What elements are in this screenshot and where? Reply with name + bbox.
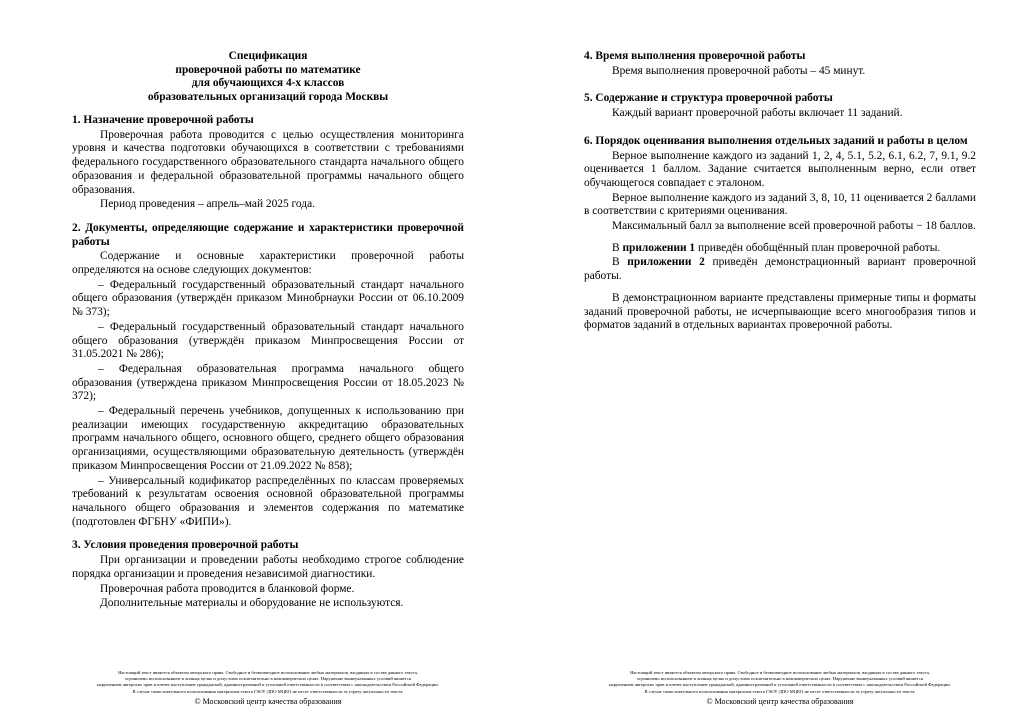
list-item: – Федеральная образовательная программа начального общего образования (утверждена приказом Минпросвещения России от 18.05.2023 № 372);: [72, 362, 464, 403]
title-line: проверочной работы по математике: [175, 63, 361, 76]
title-line: для обучающихся 4-х классов: [191, 77, 345, 90]
paragraph: Проверочная работа проводится в бланковой форме.: [100, 582, 355, 595]
section-heading: 3. Условия проведения проверочной работы: [72, 539, 299, 552]
list-item: – Федеральный государственный образовательный стандарт начального общего образования (утверждён приказом Минпросвещения России от 31.05.2021 № 286);: [72, 320, 464, 361]
copyright-line: © Московский центр качества образования: [706, 697, 854, 706]
paragraph: Дополнительные материалы и оборудование не используются.: [100, 597, 404, 610]
paragraph: Каждый вариант проверочной работы включает 11 заданий.: [612, 107, 903, 120]
section-heading: 4. Время выполнения проверочной работы: [584, 50, 806, 62]
copyright-notice: Настоящий текст является объектом авторского права. Свободное и безвозмездное использование любых материалов, входящих в состав данного текста, ограничено использованием в личных целях и допустимо исключительно в некоммерческих целях. Нарушение вышеуказанных условий является нарушением авторских прав и влечет наступление гражданской, административной и уголовной ответственности в соответствии с законодательством Российской Федерации. В случае самостоятельного использования материалов текста ГАОУ ДПО МЦКО не несет ответственности за утрату актуальности текста.: [97, 670, 439, 694]
list-item: – Федеральный перечень учебников, допущенных к использованию при реализации имеющих государственную аккредитацию образовательных программ начального общего, основного общего, среднего общего образования организациями, осуществляющими образовательную деятельность (утверждён приказом Минпросвещения России от 21.09.2022 № 858);: [72, 405, 465, 472]
title-line: Спецификация: [228, 50, 308, 62]
section-heading: 6. Порядок оценивания выполнения отдельных заданий и работы в целом: [584, 134, 968, 147]
left-page: [72, 0, 464, 724]
paragraph: Проверочная работа проводится с целью осуществления мониторинга уровня и качества подготовки обучающихся в соответствии с требованиями федерального государственного образовательного стандарта начального общего образования и федеральной образовательной программы начального общего образования.: [72, 128, 464, 196]
paragraph: Содержание и основные характеристики проверочной работы определяются на основе следующих документов:: [72, 250, 464, 277]
section-time: [584, 50, 976, 78]
section-documents: [72, 222, 464, 529]
section-purpose: [72, 114, 464, 212]
section-conditions: [72, 539, 464, 611]
paragraph: При организации и проведении работы необходимо строгое соблюдение порядка организации и проведения независимой диагностики.: [72, 554, 464, 580]
paragraph-appendix-1: В приложении 1 приведён обобщённый план проверочной работы.: [612, 241, 941, 254]
list-item: – Универсальный кодификатор распределённых по классам проверяемых требований к результатам освоения основной образовательной программы начального общего образования и элементов содержания по математике (подготовлен ФГБНУ «ФИПИ»).: [72, 474, 464, 528]
title-line: образовательных организаций города Москвы: [147, 90, 389, 103]
copyright-line: © Московский центр качества образования: [194, 697, 342, 706]
paragraph: Время выполнения проверочной работы – 45 минут.: [612, 64, 866, 77]
paragraph: Верное выполнение каждого из заданий 3, 8, 10, 11 оценивается 2 баллами в соответствии с критериями оценивания.: [584, 191, 976, 218]
section-assessment: [584, 135, 976, 333]
section-structure: [584, 92, 976, 120]
section-heading: 1. Назначение проверочной работы: [72, 114, 254, 126]
right-page: [584, 0, 976, 724]
paragraph-appendix-2: В приложении 2 приведён демонстрационный вариант проверочной работы.: [584, 256, 976, 283]
paragraph: Максимальный балл за выполнение всей проверочной работы − 18 баллов.: [612, 220, 976, 233]
document-title: [72, 50, 464, 104]
list-item: – Федеральный государственный образовательный стандарт начального общего образования (утверждён приказом Минобрнауки России от 06.10.2009 № 373);: [72, 278, 464, 319]
section-heading: 2. Документы, определяющие содержание и характеристики проверочной работы: [72, 221, 464, 248]
paragraph: Верное выполнение каждого из заданий 1, 2, 4, 5.1, 5.2, 6.1, 6.2, 7, 9.1, 9.2 оценивается 1 баллом. Задание считается выполненным верно, если ответ обучающегося совпадает с эталоном.: [584, 149, 976, 189]
paragraph: В демонстрационном варианте представлены примерные типы и форматы заданий проверочной работы, не исчерпывающие всего многообразия типов и форматов заданий в отдельных вариантах проверочной работы.: [584, 291, 976, 332]
copyright-notice: Настоящий текст является объектом авторского права. Свободное и безвозмездное использование любых материалов, входящих в состав данного текста, ограничено использованием в личных целях и допустимо исключительно в некоммерческих целях. Нарушение вышеуказанных условий является нарушением авторских прав и влечет наступление гражданской, административной и уголовной ответственности в соответствии с законодательством Российской Федерации. В случае самостоятельного использования материалов текста ГАОУ ДПО МЦКО не несет ответственности за утрату актуальности текста.: [609, 670, 951, 694]
paragraph: Период проведения – апрель–май 2025 года.: [100, 198, 315, 211]
section-heading: 5. Содержание и структура проверочной работы: [584, 92, 833, 105]
